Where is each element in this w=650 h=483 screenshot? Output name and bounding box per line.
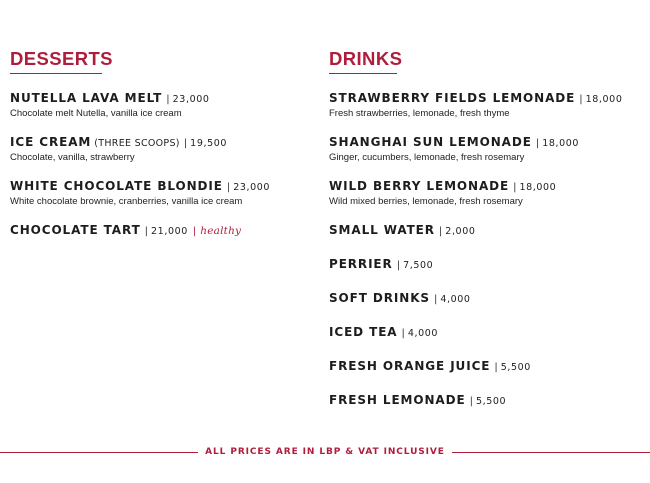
price-separator: | — [438, 226, 443, 237]
item-name: FRESH LEMONADE — [329, 393, 466, 407]
tag-separator: | — [192, 226, 197, 237]
item-description: Wild mixed berries, lemonade, fresh rosemary — [329, 196, 523, 207]
item-name: FRESH ORANGE JUICE — [329, 359, 491, 373]
drinks-list — [329, 89, 639, 410]
item-name: SOFT DRINKS — [329, 291, 430, 305]
item-description: Chocolate melt Nutella, vanilla ice cream — [10, 108, 182, 119]
item-description: Ginger, cucumbers, lemonade, fresh rosemary — [329, 152, 525, 163]
item-description: Chocolate, vanilla, strawberry — [10, 152, 135, 163]
item-name: ICED TEA — [329, 325, 398, 339]
item-name: CHOCOLATE TART — [10, 223, 141, 237]
price-separator: | — [226, 182, 231, 193]
desserts-title-underline — [10, 73, 102, 74]
menu-item-white-chocolate-blondie — [10, 177, 310, 207]
menu-item-soft-drinks — [329, 289, 639, 308]
footer-rule-right — [452, 452, 650, 453]
menu-item-shanghai-sun-lemonade — [329, 133, 639, 163]
item-price: 18,000 — [542, 138, 580, 149]
menu-item-ice-cream — [10, 133, 310, 163]
item-price: 4,000 — [407, 328, 439, 339]
footer-note: ALL PRICES ARE IN LBP & VAT INCLUSIVE — [205, 447, 445, 457]
menu-item-chocolate-tart — [10, 221, 310, 240]
item-name: SMALL WATER — [329, 223, 435, 237]
menu-item-fresh-orange-juice — [329, 357, 639, 376]
item-name: NUTELLA LAVA MELT — [10, 91, 163, 105]
price-separator: | — [494, 362, 498, 373]
menu-item-strawberry-fields-lemonade — [329, 89, 639, 119]
item-price: 5,500 — [475, 396, 507, 407]
price-separator: | — [469, 396, 473, 407]
item-price: 18,000 — [585, 94, 623, 105]
item-price: 23,000 — [172, 94, 210, 105]
price-separator: | — [579, 94, 583, 105]
desserts-section — [10, 48, 310, 254]
desserts-title: DESSERTS — [10, 48, 113, 69]
price-separator: | — [513, 182, 517, 193]
item-name: STRAWBERRY FIELDS LEMONADE — [329, 91, 576, 105]
menu-item-fresh-lemonade — [329, 391, 639, 410]
menu-item-wild-berry-lemonade — [329, 177, 639, 207]
footer-rule-left — [0, 452, 198, 453]
footer — [0, 446, 650, 458]
menu-item-nutella-lava-melt — [10, 89, 310, 119]
price-separator: | — [144, 226, 149, 237]
price-separator: | — [401, 328, 405, 339]
item-name: WILD BERRY LEMONADE — [329, 179, 510, 193]
price-separator: | — [396, 260, 401, 271]
healthy-tag: healthy — [200, 225, 242, 237]
item-price: 4,000 — [440, 294, 471, 305]
drinks-section — [329, 48, 639, 425]
item-description: White chocolate brownie, cranberries, vanilla ice cream — [10, 196, 243, 207]
item-note: (THREE SCOOPS) — [94, 138, 180, 149]
item-price: 23,000 — [233, 182, 271, 193]
drinks-title-underline — [329, 73, 397, 74]
menu-item-iced-tea — [329, 323, 639, 342]
item-name: WHITE CHOCOLATE BLONDIE — [10, 179, 223, 193]
item-description: Fresh strawberries, lemonade, fresh thyme — [329, 108, 510, 119]
item-price: 21,000 — [151, 226, 188, 237]
item-name: PERRIER — [329, 257, 393, 271]
price-separator: | — [535, 138, 540, 149]
drinks-title: DRINKS — [329, 48, 403, 69]
price-separator: | — [433, 294, 438, 305]
item-price: 2,000 — [445, 226, 476, 237]
desserts-list — [10, 89, 310, 240]
item-price: 5,500 — [500, 362, 531, 373]
menu-item-perrier — [329, 255, 639, 274]
item-name: SHANGHAI SUN LEMONADE — [329, 135, 532, 149]
item-price: 7,500 — [403, 260, 434, 271]
item-price: 19,500 — [190, 138, 228, 149]
item-name: ICE CREAM — [10, 135, 92, 149]
item-price: 18,000 — [519, 182, 557, 193]
menu-item-small-water — [329, 221, 639, 240]
price-separator: | — [166, 94, 170, 105]
price-separator: | — [183, 138, 188, 149]
